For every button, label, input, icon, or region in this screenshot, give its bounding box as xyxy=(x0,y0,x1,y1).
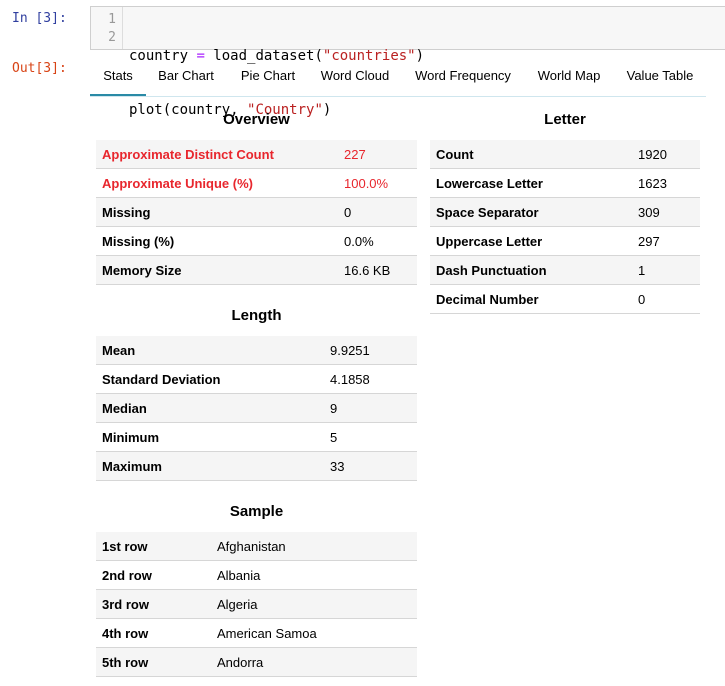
code-string: "countries" xyxy=(322,48,416,64)
row-value: 100.0% xyxy=(338,169,417,198)
row-value: Algeria xyxy=(211,590,417,619)
row-label: Standard Deviation xyxy=(96,365,324,394)
code-operator: = xyxy=(196,48,205,64)
sample-title: Sample xyxy=(229,503,284,520)
row-label: 4th row xyxy=(96,619,211,648)
table-row xyxy=(96,256,417,285)
overview-title: Overview xyxy=(223,111,290,128)
table-row xyxy=(96,452,417,481)
code-token: ) xyxy=(415,48,425,64)
line-number: 1 xyxy=(108,12,116,27)
tab-stats[interactable]: Stats xyxy=(90,66,146,96)
row-label: 2nd row xyxy=(96,561,211,590)
table-row xyxy=(96,169,417,198)
tab-world-map[interactable]: World Map xyxy=(537,68,601,83)
row-value: 1623 xyxy=(632,169,700,198)
table-row xyxy=(96,336,417,365)
row-label: Uppercase Letter xyxy=(430,227,632,256)
line-number-gutter xyxy=(91,7,123,49)
table-row xyxy=(96,198,417,227)
length-title: Length xyxy=(231,307,282,324)
sample-table xyxy=(96,532,417,677)
row-value: 4.1858 xyxy=(324,365,417,394)
row-value: Afghanistan xyxy=(211,532,417,561)
table-row xyxy=(96,365,417,394)
row-value: American Samoa xyxy=(211,619,417,648)
code-token: load_dataset( xyxy=(204,48,323,64)
tab-pie-chart[interactable]: Pie Chart xyxy=(240,68,296,83)
tab-bar-chart[interactable]: Bar Chart xyxy=(158,68,214,83)
row-value: 9 xyxy=(324,394,417,423)
row-value: 1920 xyxy=(632,140,700,169)
row-label: Minimum xyxy=(96,423,324,452)
row-value: 227 xyxy=(338,140,417,169)
row-value: 1 xyxy=(632,256,700,285)
table-row xyxy=(96,394,417,423)
length-table xyxy=(96,336,417,481)
row-label: Lowercase Letter xyxy=(430,169,632,198)
table-row xyxy=(430,256,700,285)
row-label: 3rd row xyxy=(96,590,211,619)
row-value: 0.0% xyxy=(338,227,417,256)
code-token: country xyxy=(129,48,197,64)
input-prompt: In [3]: xyxy=(12,11,67,26)
row-label: Approximate Unique (%) xyxy=(96,169,338,198)
row-value: Albania xyxy=(211,561,417,590)
tab-word-frequency[interactable]: Word Frequency xyxy=(415,68,511,83)
table-row xyxy=(96,532,417,561)
row-label: Maximum xyxy=(96,452,324,481)
row-label: Space Separator xyxy=(430,198,632,227)
code-line-1 xyxy=(129,47,424,65)
output-prompt: Out[3]: xyxy=(12,61,67,76)
row-label: Missing (%) xyxy=(96,227,338,256)
table-row xyxy=(430,140,700,169)
row-value: Andorra xyxy=(211,648,417,677)
row-value: 5 xyxy=(324,423,417,452)
output-tab-bar xyxy=(90,66,706,97)
overview-table xyxy=(96,140,417,285)
table-row xyxy=(96,619,417,648)
row-label: 1st row xyxy=(96,532,211,561)
row-value: 9.9251 xyxy=(324,336,417,365)
tab-word-cloud[interactable]: Word Cloud xyxy=(320,68,390,83)
row-value: 309 xyxy=(632,198,700,227)
row-label: Memory Size xyxy=(96,256,338,285)
row-label: Dash Punctuation xyxy=(430,256,632,285)
row-value: 297 xyxy=(632,227,700,256)
letter-table xyxy=(430,140,700,314)
row-value: 33 xyxy=(324,452,417,481)
table-row xyxy=(96,561,417,590)
row-value: 0 xyxy=(632,285,700,314)
table-row xyxy=(430,169,700,198)
table-row xyxy=(96,648,417,677)
code-token: plot(country, xyxy=(129,102,248,118)
row-label: Approximate Distinct Count xyxy=(96,140,338,169)
letter-title: Letter xyxy=(544,111,586,128)
table-row xyxy=(96,227,417,256)
table-row xyxy=(430,198,700,227)
table-row xyxy=(96,140,417,169)
row-label: Missing xyxy=(96,198,338,227)
row-value: 0 xyxy=(338,198,417,227)
code-string: "Country" xyxy=(247,102,323,118)
table-row xyxy=(430,227,700,256)
code-token: ) xyxy=(322,102,332,118)
table-row xyxy=(430,285,700,314)
row-label: 5th row xyxy=(96,648,211,677)
row-label: Mean xyxy=(96,336,324,365)
line-number: 2 xyxy=(108,30,116,45)
tab-value-table[interactable]: Value Table xyxy=(626,68,694,83)
row-label: Median xyxy=(96,394,324,423)
row-label: Decimal Number xyxy=(430,285,632,314)
row-label: Count xyxy=(430,140,632,169)
table-row xyxy=(96,590,417,619)
table-row xyxy=(96,423,417,452)
row-value: 16.6 KB xyxy=(338,256,417,285)
